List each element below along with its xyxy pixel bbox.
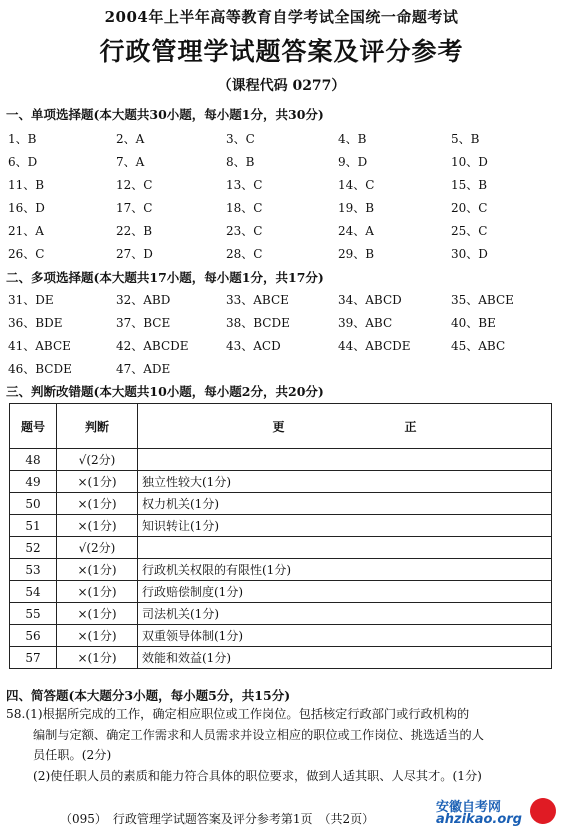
judgement: ×(1分) — [57, 471, 138, 493]
correction: 独立性较大(1分) — [138, 471, 552, 493]
table-row — [10, 471, 552, 493]
answer-item: 44、ABCDE — [338, 339, 411, 353]
answer-item: 41、ABCE — [8, 339, 71, 353]
correction: 双重领导体制(1分) — [138, 625, 552, 647]
answer-item: 35、ABCE — [451, 293, 514, 307]
answer-item: 7、A — [116, 155, 145, 169]
table-row — [10, 603, 552, 625]
page-footer: （095） 行政管理学试题答案及评分参考第1页 （共2页） — [60, 812, 375, 826]
judgement: ×(1分) — [57, 603, 138, 625]
q58-line-4: (2)使任职人员的素质和能力符合具体的职位要求，做到人适其职、人尽其才。(1分) — [33, 769, 482, 783]
q58-line-1: 58.(1)根据所完成的工作，确定相应职位或工作岗位。包括核定行政部门或行政机构的 — [6, 707, 470, 721]
answer-item: 29、B — [338, 247, 375, 261]
question-number: 48 — [10, 449, 57, 471]
answer-item: 33、ABCE — [226, 293, 289, 307]
answer-item: 32、ABD — [116, 293, 171, 307]
answer-item: 9、D — [338, 155, 368, 169]
answer-item: 25、C — [451, 224, 488, 238]
correction: 行政赔偿制度(1分) — [138, 581, 552, 603]
answer-item: 46、BCDE — [8, 362, 72, 376]
answer-item: 3、C — [226, 132, 255, 146]
table-row — [10, 493, 552, 515]
answer-item: 27、D — [116, 247, 153, 261]
table-row — [10, 449, 552, 471]
judgement: √(2分) — [57, 449, 138, 471]
answer-item: 40、BE — [451, 316, 496, 330]
answer-item: 37、BCE — [116, 316, 171, 330]
question-number: 52 — [10, 537, 57, 559]
section3-heading: 三、判断改错题(本大题共10小题，每小题2分，共20分) — [6, 384, 324, 399]
exam-header: 2004年上半年高等教育自学考试全国统一命题考试 — [104, 8, 459, 26]
correction: 知识转让(1分) — [138, 515, 552, 537]
answer-item: 36、BDE — [8, 316, 63, 330]
answer-row — [8, 314, 560, 332]
question-number: 54 — [10, 581, 57, 603]
answer-row — [8, 360, 560, 378]
answer-item: 1、B — [8, 132, 37, 146]
section1-heading: 一、单项选择题(本大题共30小题，每小题1分，共30分) — [6, 107, 324, 122]
answer-item: 15、B — [451, 178, 488, 192]
watermark-name: 安徽自考网 — [436, 800, 502, 815]
answer-item: 6、D — [8, 155, 38, 169]
column-header-number: 题号 — [10, 404, 57, 449]
answer-item: 31、DE — [8, 293, 54, 307]
answer-item: 14、C — [338, 178, 375, 192]
question-number: 50 — [10, 493, 57, 515]
answer-item: 17、C — [116, 201, 153, 215]
answer-item: 47、ADE — [116, 362, 171, 376]
column-header-correction: 更 正 — [138, 404, 552, 449]
answer-row — [8, 199, 560, 217]
table-row — [10, 647, 552, 669]
answer-item: 20、C — [451, 201, 488, 215]
answer-item: 22、B — [116, 224, 153, 238]
judgement: ×(1分) — [57, 493, 138, 515]
answer-row — [8, 245, 560, 263]
judgement: √(2分) — [57, 537, 138, 559]
correction — [138, 449, 552, 471]
judgement: ×(1分) — [57, 647, 138, 669]
answer-item: 26、C — [8, 247, 45, 261]
correction: 权力机关(1分) — [138, 493, 552, 515]
table-row — [10, 537, 552, 559]
question-number: 49 — [10, 471, 57, 493]
answer-item: 34、ABCD — [338, 293, 402, 307]
answer-row — [8, 176, 560, 194]
answer-item: 30、D — [451, 247, 488, 261]
answer-item: 12、C — [116, 178, 153, 192]
answer-row — [8, 153, 560, 171]
column-header-judgement: 判断 — [57, 404, 138, 449]
answer-row — [8, 337, 560, 355]
answer-item: 38、BCDE — [226, 316, 290, 330]
table-row — [10, 515, 552, 537]
answer-item: 19、B — [338, 201, 375, 215]
answer-item: 18、C — [226, 201, 263, 215]
question-number: 57 — [10, 647, 57, 669]
answer-item: 23、C — [226, 224, 263, 238]
answer-item: 39、ABC — [338, 316, 393, 330]
answer-item: 8、B — [226, 155, 255, 169]
judgement: ×(1分) — [57, 581, 138, 603]
course-code: （课程代码 0277） — [217, 78, 346, 94]
answer-item: 4、B — [338, 132, 367, 146]
answer-item: 5、B — [451, 132, 480, 146]
document-title: 行政管理学试题答案及评分参考 — [99, 37, 464, 66]
judgement: ×(1分) — [57, 515, 138, 537]
table-row — [10, 625, 552, 647]
question-number: 55 — [10, 603, 57, 625]
answer-row — [8, 130, 560, 148]
judgement: ×(1分) — [57, 559, 138, 581]
answer-item: 28、C — [226, 247, 263, 261]
table-row — [10, 559, 552, 581]
question-number: 51 — [10, 515, 57, 537]
answer-item: 24、A — [338, 224, 374, 238]
watermark-logo-icon — [527, 795, 559, 827]
answer-item: 42、ABCDE — [116, 339, 189, 353]
section2-heading: 二、多项选择题(本大题共17小题，每小题1分，共17分) — [6, 270, 324, 285]
answer-item: 45、ABC — [451, 339, 506, 353]
answer-item: 10、D — [451, 155, 488, 169]
judgement-table — [9, 403, 552, 669]
answer-item: 2、A — [116, 132, 145, 146]
section4-heading: 四、简答题(本大题分3小题，每小题5分，共15分) — [6, 688, 291, 703]
answer-item: 13、C — [226, 178, 263, 192]
answer-item: 16、D — [8, 201, 45, 215]
table-row — [10, 581, 552, 603]
correction: 司法机关(1分) — [138, 603, 552, 625]
correction — [138, 537, 552, 559]
answer-row — [8, 291, 560, 309]
question-number: 53 — [10, 559, 57, 581]
correction: 行政机关权限的有限性(1分) — [138, 559, 552, 581]
answer-item: 21、A — [8, 224, 44, 238]
watermark-url: ahzikao.org — [436, 812, 522, 827]
answer-item: 11、B — [8, 178, 45, 192]
judgement: ×(1分) — [57, 625, 138, 647]
question-number: 56 — [10, 625, 57, 647]
q58-line-2: 编制与定额、确定工作需求和人员需求并设立相应的职位或工作岗位、挑选适当的人 — [33, 728, 484, 742]
answer-row — [8, 222, 560, 240]
answer-item: 43、ACD — [226, 339, 281, 353]
site-watermark — [432, 794, 558, 830]
correction: 效能和效益(1分) — [138, 647, 552, 669]
q58-line-3: 员任职。(2分) — [33, 748, 112, 762]
